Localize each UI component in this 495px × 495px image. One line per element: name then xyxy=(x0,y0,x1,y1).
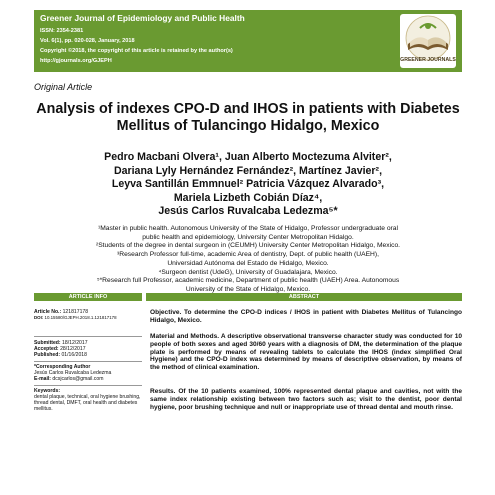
keywords-label: Keywords: xyxy=(34,388,61,394)
author-line: Jesús Carlos Ruvalcaba Ledezma⁵* xyxy=(158,205,338,218)
open-book-icon xyxy=(400,14,456,68)
affiliation-line: Universidad Autónoma del Estado de Hidalgo, Mexico. xyxy=(167,259,329,267)
keywords-value: dental plaque, technical, oral hygiene brushing, thread dental, DMFT, oral health and diabetes mellitus. xyxy=(34,394,141,413)
journal-title: Greener Journal of Epidemiology and Public Health xyxy=(40,13,245,23)
published-date xyxy=(34,352,142,358)
corresponding-email xyxy=(34,376,142,382)
journal-url[interactable]: http://gjournals.org/GJEPH xyxy=(40,58,112,64)
corresponding-name: Jesús Carlos Ruvalcaba Ledezma xyxy=(34,370,112,376)
info-divider xyxy=(34,385,142,386)
abstract-results: Results. Of the 10 patients examined, 100% represented dental plaque and cavities, not with the same index relationship existing between two factors such as; visit to the dentist, poor dental hygiene, poor brushing technique and null or inappropriate use of thread dental and mouth rinse. xyxy=(150,388,462,411)
journal-copyright: Copyright ©2018, the copyright of this article is retained by the author(s) xyxy=(40,48,233,54)
affiliation-line: ¹Master in public health. Autonomous University of the State of Hidalgo, Professor undergraduate oral xyxy=(98,225,398,232)
affiliation-list xyxy=(34,225,462,295)
journal-volume: Vol. 6(1), pp. 020-028, January, 2018 xyxy=(40,38,135,44)
keywords-block xyxy=(34,388,142,412)
author-line: Mariela Lizbeth Cobián Díaz⁴, xyxy=(173,191,323,204)
author-line: Pedro Macbani Olvera¹, Juan Alberto Moctezuma Alviter², xyxy=(104,151,392,163)
accepted-label: Accepted: xyxy=(34,346,59,352)
article-doi xyxy=(34,315,142,321)
affiliation-line: ²Students of the degree in dental surgeon in (CEUMH) University Center Metropolitan Hidalgo, Mexico. xyxy=(95,242,401,250)
affiliation-line: ⁴Surgeon dentist (UdeG), University of Guadalajara, Mexico. xyxy=(158,268,338,276)
doi-value[interactable]: 10.15580/GJEPH.2018.1.121817178 xyxy=(44,315,117,320)
accepted-value: 28/12/2017 xyxy=(60,346,86,352)
affiliation-line: ⁵*Research full Professor, academic medicine, Department of public health (UAEH) Area. Autonomous xyxy=(96,277,400,285)
abstract-objective: Objective. To determine the CPO-D indices / IHOS in patient with Diabetes Mellitus of Tulancingo Hidalgo, Mexico. xyxy=(150,309,462,324)
affiliation-line: ³Research Professor full-time, academic Area of dentistry, Dept. of public health (UAEH), xyxy=(117,251,379,259)
article-info-heading: ARTICLE INFO xyxy=(34,293,142,301)
info-divider xyxy=(34,361,142,362)
email-label: E-mail: xyxy=(34,376,51,382)
info-divider xyxy=(34,336,142,337)
logo-text: GREENER JOURNALS xyxy=(400,57,456,63)
article-title: Analysis of indexes CPO-D and IHOS in patients with Diabetes Mellitus of Tulancingo Hidalgo, Mexico xyxy=(36,101,460,134)
author-list xyxy=(34,151,462,219)
journal-header xyxy=(34,10,462,72)
greener-journals-logo xyxy=(400,14,456,68)
abstract-methods: Material and Methods. A descriptive observational transverse character study was conducted for 10 people of both sexes and aged 30/60 years with a diagnosis of DM, the determination of the plaque plate is performed by means of revealing tablets to calculate the IHOS (index simplified Oral Hygiene) and the CPO-D index was determined by means of descriptive observation, by means of the method of clinical examination. xyxy=(150,333,462,372)
abstract-heading: ABSTRACT xyxy=(146,293,462,301)
article-no-value: 121817178 xyxy=(62,309,89,315)
article-no-label: Article No.: xyxy=(34,309,62,315)
published-value: 01/16/2018 xyxy=(61,352,87,358)
submitted-label: Submitted: xyxy=(34,340,61,346)
affiliation-line: public health and epidemiology, University Center Metropolitan Hidalgo. xyxy=(142,233,354,241)
submitted-value: 18/12/2017 xyxy=(62,340,88,346)
published-label: Published: xyxy=(34,352,61,358)
author-line: Leyva Santillán Emmnuel² Patricia Vázquez Alvarado³, xyxy=(111,178,385,191)
article-type: Original Article xyxy=(34,82,93,92)
email-value[interactable]: dcsjcarlos@gmail.com xyxy=(52,376,104,382)
journal-issn: ISSN: 2354-2381 xyxy=(40,28,84,34)
author-line: Dariana Lyly Hernández Fernández², Martínez Javier², xyxy=(113,164,383,177)
doi-label: DOI: xyxy=(34,315,44,320)
affiliation-line: University of the State of Hidalgo, Mexico. xyxy=(185,285,311,293)
corresponding-label-text: *Corresponding Author xyxy=(34,364,91,370)
